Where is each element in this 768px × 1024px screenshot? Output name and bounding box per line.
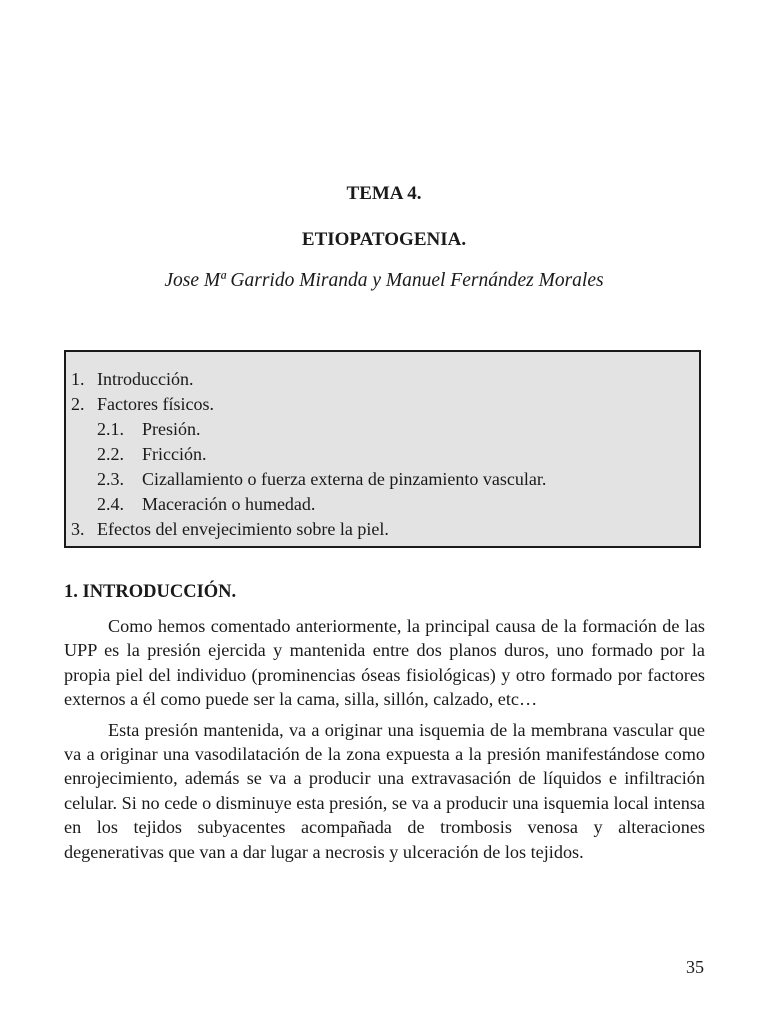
toc-item-2-1 (66, 417, 699, 442)
toc-item-number: 2.1. (97, 419, 124, 439)
section-heading: 1. INTRODUCCIÓN. (64, 582, 237, 602)
toc-item-2-4 (66, 492, 699, 517)
toc-item-text: Efectos del envejecimiento sobre la piel. (97, 519, 389, 539)
toc-item-text: Presión. (142, 419, 201, 439)
toc-item-number: 2. (71, 394, 85, 414)
toc-item-2 (66, 392, 699, 417)
toc-item-2-2 (66, 442, 699, 467)
toc-item-text: Cizallamiento o fuerza externa de pinzamiento vascular. (142, 469, 547, 489)
toc-item-number: 2.2. (97, 444, 124, 464)
toc-item-text: Factores físicos. (97, 394, 214, 414)
toc-item-text: Maceración o humedad. (142, 494, 316, 514)
toc-item-text: Introducción. (97, 369, 194, 389)
toc-item-number: 3. (71, 519, 85, 539)
chapter-title: ETIOPATOGENIA. (301, 229, 467, 250)
toc-item-2-3 (66, 467, 699, 492)
authors: Jose Mª Garrido Miranda y Manuel Fernández Morales (164, 270, 604, 291)
toc-item-number: 2.4. (97, 494, 124, 514)
page-number: 35 (686, 957, 704, 977)
paragraph: Esta presión mantenida, va a originar una isquemia de la membrana vascular que va a originar una vasodilatación de la zona expuesta a la presión manifestándose como enrojecimiento, además se va a producir una extravasación de líquidos e infiltración celular. Si no cede o disminuye esta presión, se va a producir una isquemia local intensa en los tejidos subyacentes acompañada de trombosis venosa y alteraciones degenerativas que van a dar lugar a necrosis y ulceración de los tejidos. (64, 719, 705, 862)
table-of-contents (64, 350, 701, 548)
toc-item-3 (66, 517, 699, 542)
toc-item-number: 2.3. (97, 469, 124, 489)
section-body (64, 614, 705, 870)
toc-item-number: 1. (71, 369, 85, 389)
toc-item-text: Fricción. (142, 444, 207, 464)
chapter-number: TEMA 4. (346, 183, 422, 204)
toc-item-1 (66, 367, 699, 392)
paragraph: Como hemos comentado anteriormente, la principal causa de la formación de las UPP es la presión ejercida y mantenida entre dos planos duros, uno formado por la propia piel del individuo (prominencias óseas fisiológicas) y otro formado por factores externos a él como puede ser la cama, silla, sillón, calzado, etc… (64, 616, 705, 710)
